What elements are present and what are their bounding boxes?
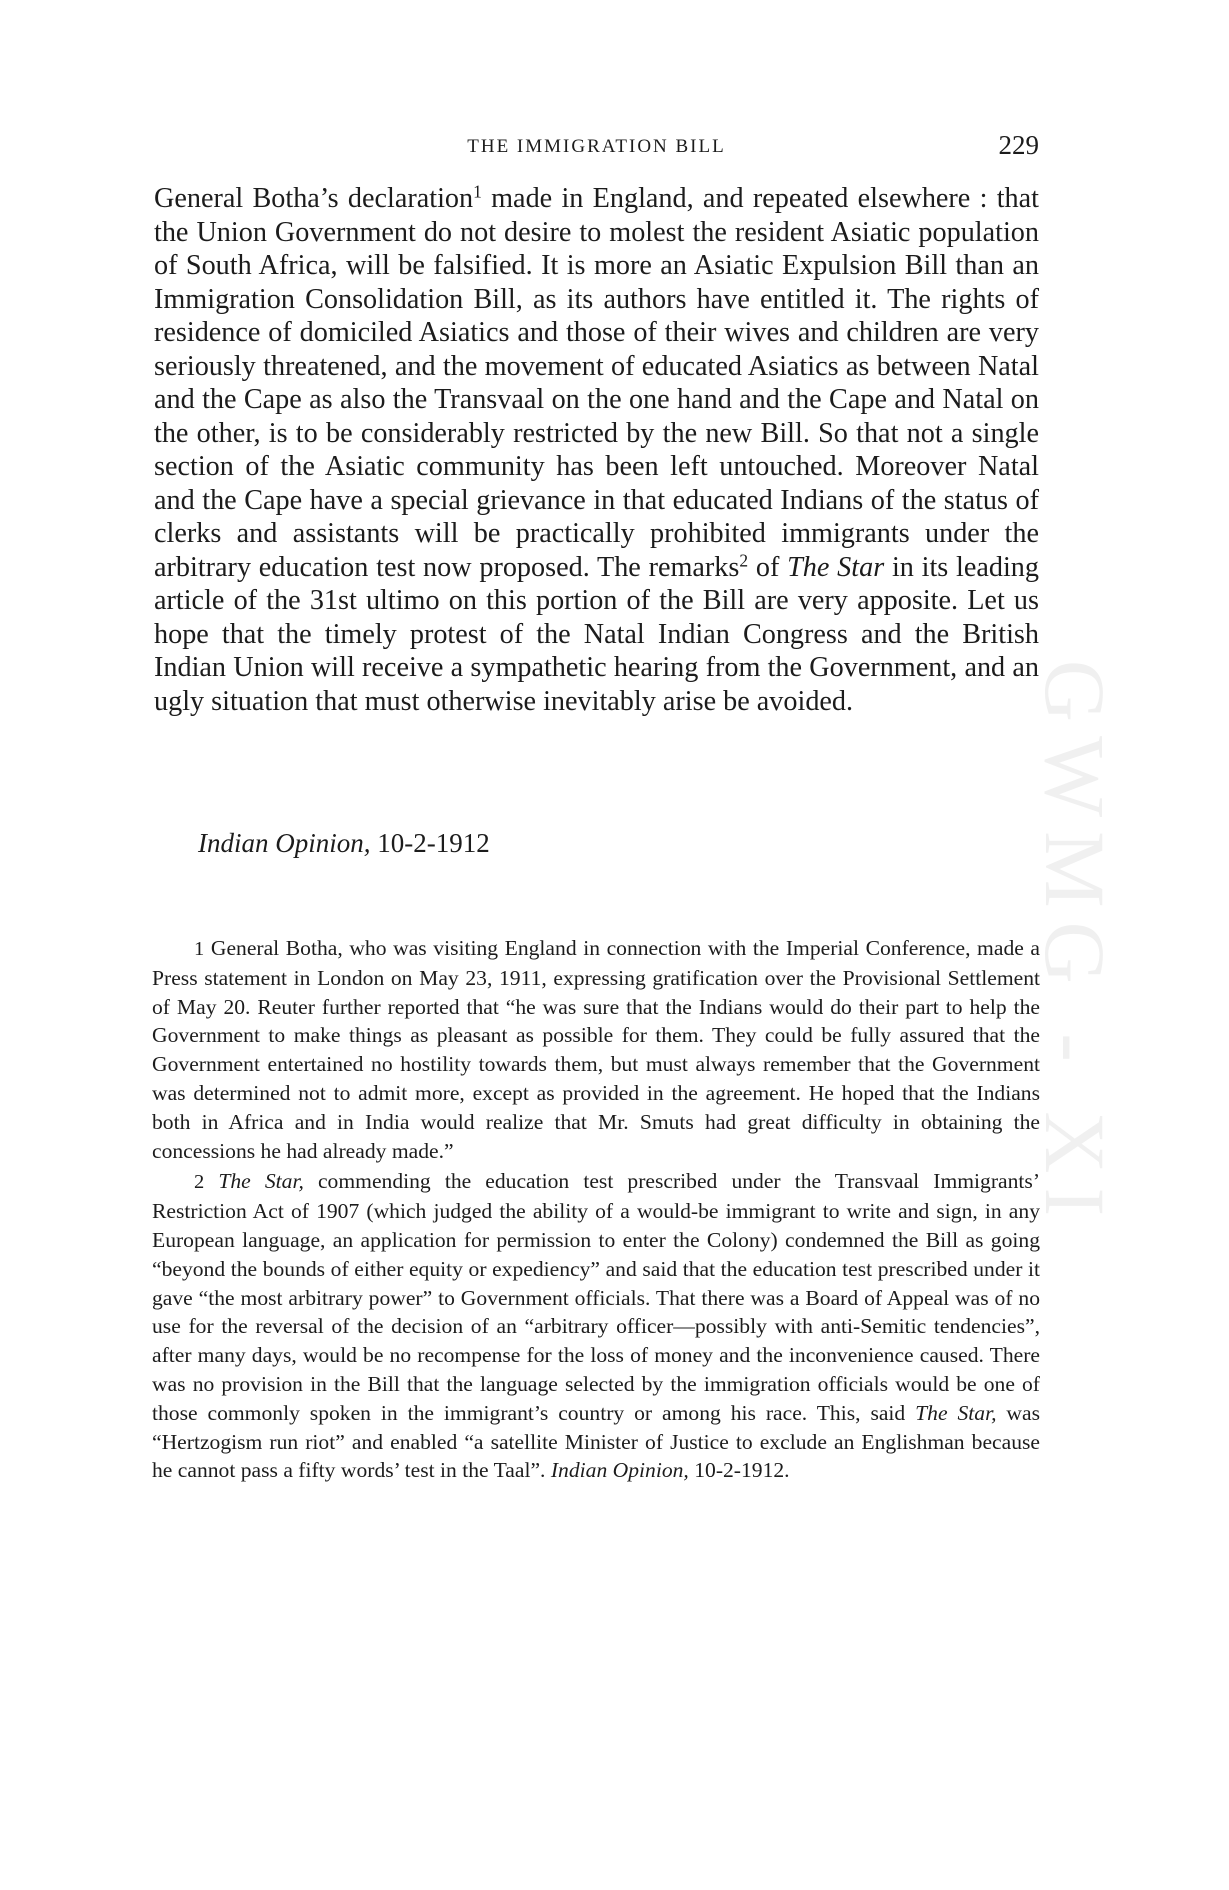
watermark-text: GWMG - XI bbox=[1027, 659, 1123, 1231]
publication-title: The Star, bbox=[915, 1400, 997, 1425]
main-text bbox=[154, 182, 1039, 718]
source-citation bbox=[198, 828, 490, 859]
publication-title: The Star, bbox=[218, 1169, 304, 1194]
source-publication: Indian Opinion, bbox=[550, 1458, 689, 1483]
footnote-ref-1: 1 bbox=[473, 181, 482, 202]
running-head: THE IMMIGRATION BILL bbox=[467, 136, 726, 157]
footnote-number: 2 bbox=[194, 1171, 205, 1194]
footnote-text: General Botha, who was visiting England in connection with the Imperial Conference, made a Press statement in London on May 23, 1911, expressing gratification over the Provisional Settlement of May 20. Reuter further reported that “he was sure that the Indians would do their part to help the Government to make things as pleasant as possible for them. They could be fully assured that the Government entertained no hostility towards them, but must always remember that the Government was determined not to admit more, except as provided in the agreement. He hoped that the Indians both in Africa and in India would realize that Mr. Smuts had great difficulty in obtaining the concessions he had already made.” bbox=[152, 936, 1040, 1163]
text-run: made in England, and repeated elsewhere : that the Union Government do not desire to molest the resident Asiatic population of South Africa, will be falsified. It is more an Asiatic Expulsion Bill than an Immigration Consolidation Bill, as its authors have entitled it. The rights of residence of domiciled Asiatics and those of their wives and children are very seriously threatened, and the movement of educated Asiatics as between Natal and the Cape as also the Transvaal on the one hand and the Cape and Natal on the other, is to be considerably restricted by the new Bill. So that not a single section of the Asiatic community has been left untouched. Moreover Natal and the Cape have a special grievance in that educated Indians of the status of clerks and assistants will be practically prohibited immigrants under the arbitrary education test now proposed. The remarks bbox=[154, 183, 1039, 583]
text-run: General Botha’s declaration bbox=[154, 183, 474, 214]
footnote-1 bbox=[152, 934, 1040, 1165]
source-publication: Indian Opinion, bbox=[198, 828, 371, 858]
watermark bbox=[1027, 535, 1123, 1355]
footnote-text: was “Hertzogism run riot” and enabled “a satellite Minister of Justice to exclude an Englishman because he cannot pass a fifty words’ test in the Taal”. bbox=[152, 1400, 1040, 1483]
main-paragraph bbox=[154, 182, 1039, 718]
text-run: in its leading article of the 31st ultimo on this portion of the Bill are very apposite. Let us hope that the timely protest of the Natal Indian Congress and the British Indian Union will receive a sympathetic hearing from the Government, and an ugly situation that must otherwise inevitably arise be avoided. bbox=[154, 551, 1039, 717]
footnotes bbox=[152, 934, 1040, 1487]
footnote-2 bbox=[152, 1167, 1040, 1485]
source-date: 10-2-1912 bbox=[370, 828, 490, 858]
footnote-ref-2: 2 bbox=[739, 549, 749, 570]
text-run: of bbox=[748, 551, 788, 583]
page-number: 229 bbox=[998, 130, 1039, 160]
source-date: 10-2-1912. bbox=[688, 1458, 790, 1483]
footnote-text: commending the education test prescribed under the Transvaal Immigrants’ Restriction Act of 1907 (which judged the ability of a would-be immigrant to write and sign, in any European language, an application for permission to enter the Colony) condemned the Bill as going “beyond the bounds of either equity or expediency” and said that the education test prescribed under it gave “the most arbitrary power” to Government officials. That there was a Board of Appeal was of no use for the reversal of the decision of an “arbitrary officer—possibly with anti-Semitic tendencies”, after many days, would be no recompense for the loss of money and the inconvenience caused. There was no provision in the Bill that the language selected by the immigration officials would be one of those commonly spoken in the immigrant’s country or among his race. This, said bbox=[152, 1169, 1041, 1425]
page-header bbox=[154, 130, 1039, 170]
footnote-number: 1 bbox=[194, 938, 205, 960]
publication-title: The Star bbox=[787, 551, 885, 583]
